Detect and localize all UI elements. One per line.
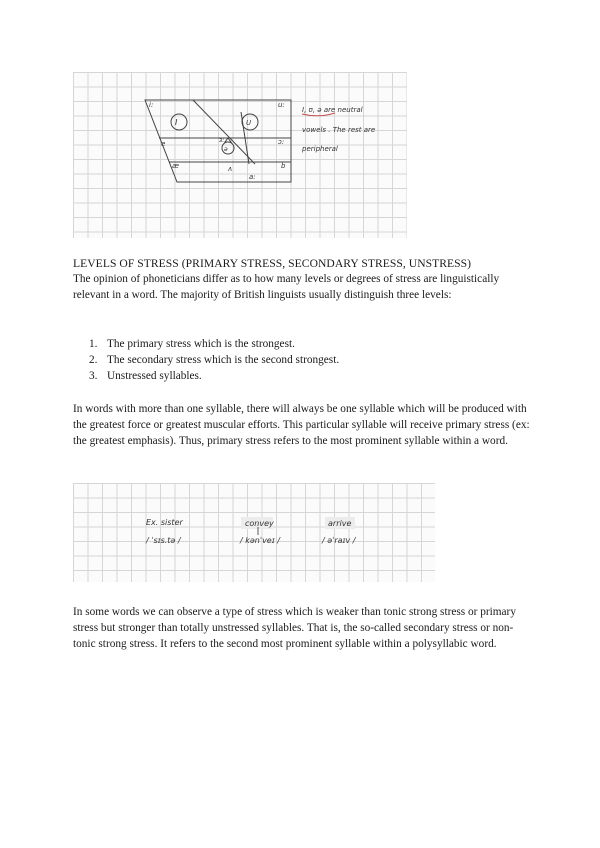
note-line-1: I, ʊ, ə are neutral	[302, 106, 363, 114]
label-u: u:	[278, 101, 285, 109]
example-word-1: Ex. sister	[146, 518, 183, 527]
label-i: i:	[149, 101, 154, 109]
label-er: ɜ:	[219, 137, 225, 144]
example-word-3: arrive	[328, 519, 352, 528]
secondary-stress-paragraph: In some words we can observe a type of stress which is weaker than tonic strong stress or primary stress but stronger than totally unstressed syllables. That is, the so-called secondary stress or non-tonic strong stress. It refers to the second most prominent syllable within a polysyllabic word.	[73, 606, 516, 651]
section-heading: LEVELS OF STRESS (PRIMARY STRESS, SECONDARY STRESS, UNSTRESS)	[73, 257, 472, 270]
note-line-2: vowels . The rest are	[302, 126, 376, 134]
list-number: 1.	[89, 338, 98, 350]
example-transcription-2: / kənˈveɪ /	[240, 536, 280, 545]
vowel-chart-figure	[73, 72, 407, 238]
list-item-text: Unstressed syllables.	[107, 370, 202, 383]
list-number: 3.	[89, 370, 98, 383]
list-item	[73, 336, 533, 352]
label-wedge: ʌ	[228, 165, 233, 173]
intro-paragraph: The opinion of phoneticians differ as to how many levels or degrees of stress are linguistically relevant in a word. The majority of British linguists usually distinguish three levels:	[73, 273, 500, 302]
label-U: U	[246, 119, 252, 127]
label-e: e	[161, 140, 166, 148]
stress-examples-drawing	[73, 483, 435, 582]
list-number: 2.	[89, 354, 98, 367]
example-transcription-3: / əˈraɪv /	[322, 536, 356, 545]
label-a: a:	[249, 173, 256, 181]
example-word-2: convey	[245, 519, 274, 528]
label-I: I	[175, 118, 178, 127]
label-o: ɔ:	[278, 138, 285, 146]
label-schwa: ə	[224, 146, 228, 153]
list-item	[73, 368, 533, 384]
note-line-3: peripheral	[302, 145, 338, 153]
example-transcription-1: / ˈsɪs.tə /	[146, 536, 181, 545]
primary-stress-paragraph: In words with more than one syllable, there will always be one syllable which will be produced with the greatest force or greatest muscular efforts. This particular syllable will receive primary stress (ex: the greatest emphasis). Thus, primary stress refers to the most prominent syllable within a word.	[73, 403, 530, 448]
list-item-text: The primary stress which is the strongest.	[107, 338, 295, 350]
stress-levels-list	[73, 336, 533, 385]
label-ae: æ	[172, 162, 179, 170]
list-item	[73, 352, 533, 368]
stress-examples-figure	[73, 483, 435, 582]
list-item-text: The secondary stress which is the second strongest.	[107, 354, 340, 367]
label-b: b	[281, 162, 286, 170]
vowel-chart-labels	[73, 72, 407, 238]
